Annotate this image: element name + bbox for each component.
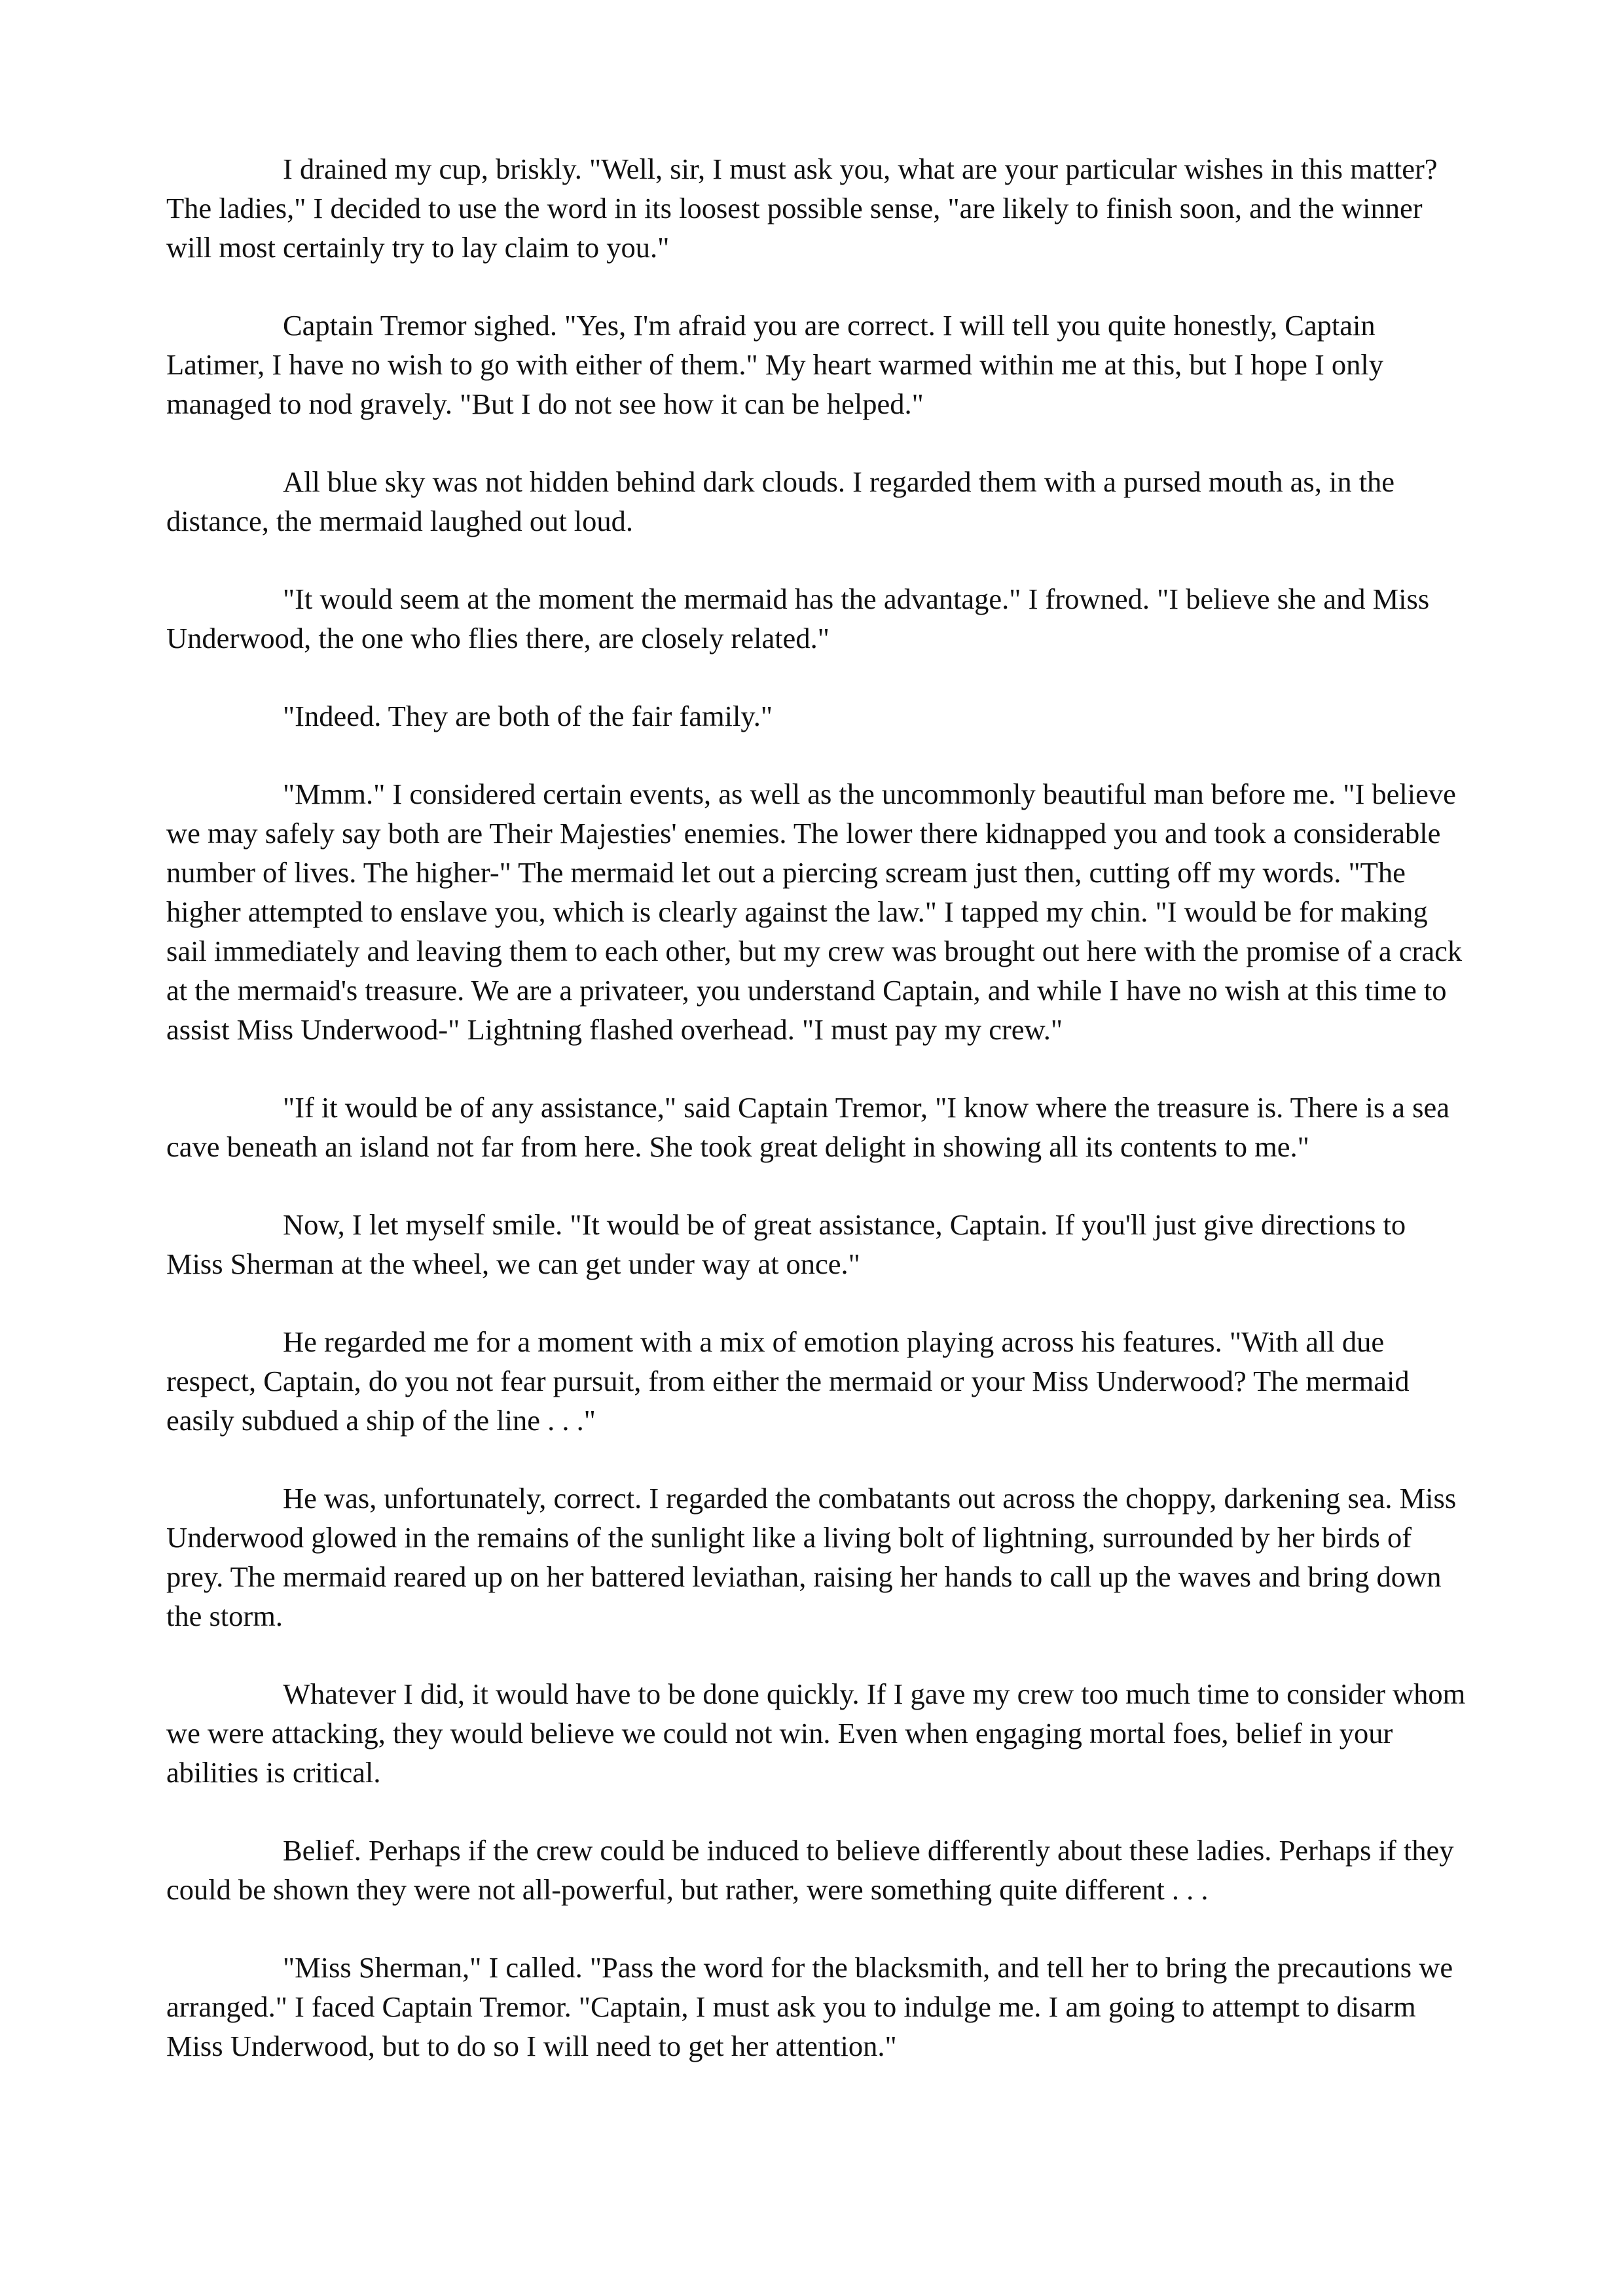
paragraph: Now, I let myself smile. "It would be of great assistance, Captain. If you'll just give directions to Miss Sherman at the wheel, we can get under way at once." [166, 1208, 1406, 1280]
paragraph: "Indeed. They are both of the fair family." [283, 700, 773, 732]
paragraph: "It would seem at the moment the mermaid has the advantage." I frowned. "I believe she and Miss Underwood, the one who flies there, are closely related." [166, 583, 1430, 655]
paragraph: He was, unfortunately, correct. I regarded the combatants out across the choppy, darkening sea. Miss Underwood glowed in the remains of the sunlight like a living bolt of lightning, surrounded by her birds of prey. The mermaid reared up on her battered leviathan, raising her hands to call up the waves and bring down the storm. [166, 1482, 1457, 1632]
paragraph: Captain Tremor sighed. "Yes, I'm afraid you are correct. I will tell you quite honestly, Captain Latimer, I have no wish to go with either of them." My heart warmed within me at this, but I hope I only managed to nod gravely. "But I do not see how it can be helped." [166, 309, 1384, 420]
paragraph: "Miss Sherman," I called. "Pass the word for the blacksmith, and tell her to bring the precautions we arranged." I faced Captain Tremor. "Captain, I must ask you to indulge me. I am going to attempt to disarm Miss Underwood, but to do so I will need to get her attention." [166, 1951, 1453, 2062]
body-text [166, 149, 1469, 2066]
paragraph: "If it would be of any assistance," said Captain Tremor, "I know where the treasure is. There is a sea cave beneath an island not far from here. She took great delight in showing all its contents to me." [166, 1091, 1450, 1163]
paragraph: Whatever I did, it would have to be done quickly. If I gave my crew too much time to consider whom we were attacking, they would believe we could not win. Even when engaging mortal foes, belief in your abilities is critical. [166, 1677, 1466, 1789]
paragraph: "Mmm." I considered certain events, as well as the uncommonly beautiful man before me. "I believe we may safely say both are Their Majesties' enemies. The lower there kidnapped you and took a considerable number of lives. The higher-" The mermaid let out a piercing scream just then, cutting off my words. "The higher attempted to enslave you, which is clearly against the law." I tapped my chin. "I would be for making sail immediately and leaving them to each other, but my crew was brought out here with the promise of a crack at the mermaid's treasure. We are a privateer, you understand Captain, and while I have no wish at this time to assist Miss Underwood-" Lightning flashed overhead. "I must pay my crew." [166, 778, 1463, 1046]
paragraph: He regarded me for a moment with a mix of emotion playing across his features. "With all due respect, Captain, do you not fear pursuit, from either the mermaid or your Miss Underwood? The mermaid easily subdued a ship of the line . . ." [166, 1325, 1410, 1437]
paragraph: All blue sky was not hidden behind dark clouds. I regarded them with a pursed mouth as, in the distance, the mermaid laughed out loud. [166, 465, 1395, 537]
paragraph: I drained my cup, briskly. "Well, sir, I must ask you, what are your particular wishes in this matter? The ladies," I decided to use the word in its loosest possible sense, "are likely to finish soon, and the winner will most certainly try to lay claim to you." [166, 152, 1438, 264]
paragraph: Belief. Perhaps if the crew could be induced to believe differently about these ladies. Perhaps if they could be shown they were not all-powerful, but rather, were something quite different . . . [166, 1834, 1454, 1906]
